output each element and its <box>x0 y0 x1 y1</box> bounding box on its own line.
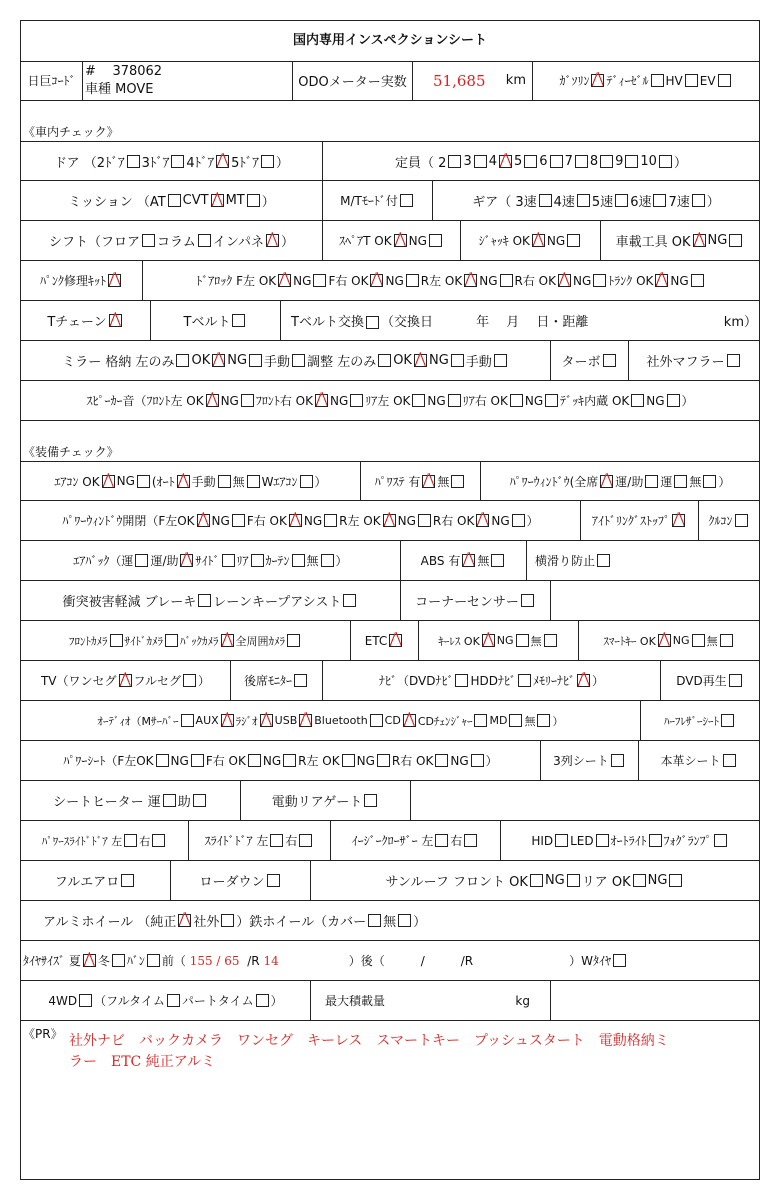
checked-checkbox[interactable] <box>532 234 545 247</box>
checked-checkbox[interactable] <box>178 914 191 927</box>
smartkey-field: ｽﾏｰﾄｷｰ OK NG 無 <box>579 621 759 660</box>
keyless-field: ｷｰﾚｽ OK NG 無 <box>419 621 579 660</box>
checkbox[interactable] <box>249 354 262 367</box>
pwseat-field: ﾊﾟﾜｰｼｰﾄ（F左OK NG F右 OK NG R左 OK NG R右 OK NG ） <box>21 741 541 780</box>
mirror-field: ミラー 格納 左のみ OK NG 手動 調整 左のみ OK NG 手動 <box>21 341 551 380</box>
rear-monitor-field: 後席ﾓﾆﾀｰ <box>231 661 323 700</box>
pwsteer-field: ﾊﾟﾜｽﾃ 有 無 <box>361 462 481 500</box>
checkbox[interactable] <box>721 714 734 727</box>
pwwindow-op-row <box>21 501 759 541</box>
checkbox[interactable] <box>183 674 196 687</box>
checkbox[interactable] <box>191 754 204 767</box>
aircon-field: ｴｱｺﾝ OK NG (ｵｰﾄ 手動 無 Wｴｱｺﾝ ） <box>21 462 361 500</box>
checkbox[interactable] <box>299 834 312 847</box>
checkbox[interactable] <box>156 754 169 767</box>
speaker-row <box>21 381 759 421</box>
lights-field: HID LED ｵｰﾄﾗｲﾄ ﾌｫｸﾞﾗﾝﾌﾟ <box>501 821 759 860</box>
checked-checkbox[interactable] <box>197 514 210 527</box>
checkbox[interactable] <box>181 714 194 727</box>
checkbox[interactable] <box>198 594 211 607</box>
third-row-field: 3列シート <box>541 741 639 780</box>
checkbox[interactable] <box>142 234 155 247</box>
checkbox[interactable] <box>378 354 391 367</box>
checkbox[interactable] <box>435 754 448 767</box>
checkbox[interactable] <box>218 475 231 488</box>
half-leather-field: ﾊｰﾌﾚｻﾞｰｼｰﾄ <box>641 701 759 740</box>
odo-value: 51,685 <box>433 71 486 90</box>
checked-checkbox[interactable] <box>422 475 435 488</box>
checked-checkbox[interactable] <box>221 634 234 647</box>
checkbox[interactable] <box>368 914 381 927</box>
checkbox[interactable] <box>530 874 543 887</box>
checked-checkbox[interactable] <box>211 194 224 207</box>
checkbox[interactable] <box>735 514 748 527</box>
code-label: 日巨ｺｰﾄﾞ <box>21 61 83 100</box>
checked-checkbox[interactable] <box>212 354 225 367</box>
checkbox[interactable] <box>406 274 419 287</box>
checked-checkbox[interactable] <box>577 674 590 687</box>
tire-width: 155 <box>189 953 213 968</box>
inspection-sheet <box>20 20 760 1180</box>
checked-checkbox[interactable] <box>389 634 402 647</box>
checked-checkbox[interactable] <box>370 274 383 287</box>
checkbox[interactable] <box>455 674 468 687</box>
tchain-field: Tチェーン <box>21 301 151 340</box>
checkbox[interactable] <box>222 554 235 567</box>
checkbox[interactable] <box>283 754 296 767</box>
checkbox[interactable] <box>412 394 425 407</box>
tire-rim: 14 <box>263 953 279 968</box>
checked-checkbox[interactable] <box>315 394 328 407</box>
checked-checkbox[interactable] <box>403 714 416 727</box>
section-interior: 《車内チェック》 <box>23 125 119 139</box>
etc-field: ETC <box>351 621 419 660</box>
abs-field: ABS 有 無 <box>401 541 527 580</box>
aircon-row <box>21 461 759 501</box>
checkbox[interactable] <box>241 394 254 407</box>
tire-aspect: 65 <box>224 953 240 968</box>
checkbox[interactable] <box>703 475 716 488</box>
fourwd-field: 4WD （フルタイム パートタイム ） <box>21 981 311 1020</box>
aero-row <box>21 861 759 901</box>
checked-checkbox[interactable] <box>83 954 96 967</box>
checked-checkbox[interactable] <box>278 274 291 287</box>
checkbox[interactable] <box>645 475 658 488</box>
checkbox[interactable] <box>451 354 464 367</box>
spare-field: ｽﾍﾟｱT OK NG <box>323 221 461 260</box>
rear-gate-field: 電動リアゲート <box>241 781 411 820</box>
dvd-field: DVD再生 <box>661 661 759 700</box>
checkbox[interactable] <box>518 674 531 687</box>
tbelt-row <box>21 301 759 341</box>
sheet-title: 国内専用インスペクションシート <box>21 21 759 62</box>
checkbox[interactable] <box>247 475 260 488</box>
checkbox[interactable] <box>127 155 140 168</box>
checkbox[interactable] <box>723 754 736 767</box>
checkbox[interactable] <box>509 714 522 727</box>
checkbox[interactable] <box>692 634 705 647</box>
checkbox[interactable] <box>261 155 274 168</box>
gear-field: ギア（ 3速 4速 5速 6速 7速 ） <box>472 195 720 210</box>
checkbox[interactable] <box>596 834 609 847</box>
checkbox[interactable] <box>615 194 628 207</box>
collision-field: 衝突被害軽減 ブレーキ レーンキープアシスト <box>21 581 401 620</box>
shift-row <box>21 221 759 261</box>
checked-checkbox[interactable] <box>499 155 512 168</box>
checkbox[interactable] <box>366 316 379 329</box>
checkbox[interactable] <box>577 194 590 207</box>
speaker-field: ｽﾋﾟｰｶｰ音（ﾌﾛﾝﾄ左 OK NG ﾌﾛﾝﾄ右 OK NG ﾘｱ左 OK NG ﾘｱ右 OK NG ﾃﾞｯｷ内蔵 OK NG ） <box>86 393 694 408</box>
checkbox[interactable] <box>451 475 464 488</box>
checkbox[interactable] <box>494 354 507 367</box>
checkbox[interactable] <box>516 634 529 647</box>
model-label: 車種 <box>85 81 112 97</box>
checkbox[interactable] <box>491 554 504 567</box>
skid-field: 横滑り防止 <box>527 541 759 580</box>
slide-field: ｽﾗｲﾄﾞﾄﾞｱ 左 右 <box>189 821 331 860</box>
tv-row <box>21 661 759 701</box>
checked-checkbox[interactable] <box>394 234 407 247</box>
checkbox[interactable] <box>539 194 552 207</box>
mirror-row <box>21 341 759 381</box>
checkbox[interactable] <box>448 155 461 168</box>
jack-field: ｼﾞｬｯｷ OK NG <box>461 221 601 260</box>
tbelt-change-field: Tベルト交換 （交換日 年 月 日・距離 km） <box>291 315 757 330</box>
checked-checkbox[interactable] <box>299 714 312 727</box>
checkbox[interactable] <box>555 834 568 847</box>
turbo-field: ターボ <box>551 341 629 380</box>
checkbox[interactable] <box>168 194 181 207</box>
full-aero-field: フルエアロ <box>21 861 171 900</box>
checkbox[interactable] <box>464 834 477 847</box>
checkbox[interactable] <box>521 594 534 607</box>
idling-field: ｱｲﾄﾞﾘﾝｸﾞｽﾄｯﾌﾟ <box>581 501 699 540</box>
odo-label: ODOメーター実数 <box>293 61 413 100</box>
odo-unit: km <box>505 73 526 88</box>
checkbox[interactable] <box>633 874 646 887</box>
doorlock-row <box>21 261 759 301</box>
checkbox[interactable] <box>692 194 705 207</box>
checkbox[interactable] <box>364 794 377 807</box>
checkbox[interactable] <box>193 794 206 807</box>
checkbox[interactable] <box>398 914 411 927</box>
checked-checkbox[interactable] <box>693 234 706 247</box>
checked-checkbox[interactable] <box>464 274 477 287</box>
checkbox[interactable] <box>524 155 537 168</box>
sunroof-field: サンルーフ フロント OK NG リア OK NG <box>311 861 759 900</box>
leather-field: 本革シート <box>639 741 759 780</box>
door-field: ドア （2ﾄﾞｱ 3ﾄﾞｱ 4ﾄﾞｱ 5ﾄﾞｱ ） <box>21 142 323 180</box>
checkbox[interactable] <box>324 514 337 527</box>
slide-row <box>21 821 759 861</box>
checkbox[interactable] <box>510 394 523 407</box>
checkbox[interactable] <box>292 554 305 567</box>
checkbox[interactable] <box>232 514 245 527</box>
checkbox[interactable] <box>593 274 606 287</box>
easy-closer-field: ｲｰｼﾞｰｸﾛｰｻﾞｰ 左 右 <box>331 821 501 860</box>
seat-heater-field: シートヒーター 運 助 <box>21 781 241 820</box>
audio-row <box>21 701 759 741</box>
checkbox[interactable] <box>292 354 305 367</box>
checkbox[interactable] <box>720 634 733 647</box>
fourwd-row <box>21 981 759 1021</box>
checkbox[interactable] <box>171 155 184 168</box>
checked-checkbox[interactable] <box>260 714 273 727</box>
audio-field: ｵｰﾃﾞｨｵ（Mｻｰﾊﾞｰ AUX ﾗｼﾞｵ USB Bluetooth CD CDﾁｪﾝｼﾞｬｰ MD 無 ） <box>21 701 641 740</box>
checkbox[interactable] <box>649 834 662 847</box>
checkbox[interactable] <box>512 514 525 527</box>
checkbox[interactable] <box>287 634 300 647</box>
lowdown-field: ローダウン <box>171 861 311 900</box>
wtire-checkbox[interactable] <box>613 954 626 967</box>
checkbox[interactable] <box>625 155 638 168</box>
checked-checkbox[interactable] <box>109 314 122 327</box>
checkbox[interactable] <box>400 194 413 207</box>
checkbox[interactable] <box>603 354 616 367</box>
checked-checkbox[interactable] <box>119 674 132 687</box>
checkbox[interactable] <box>267 874 280 887</box>
checkbox[interactable] <box>300 475 313 488</box>
tv-field: TV（ワンセグ フルセグ ） <box>21 661 231 700</box>
pwslide-field: ﾊﾟﾜｰｽﾗｲﾄﾞﾄﾞｱ 左 右 <box>21 821 189 860</box>
checkbox[interactable] <box>544 634 557 647</box>
checkbox[interactable] <box>124 834 137 847</box>
checkbox[interactable] <box>350 394 363 407</box>
mission-row <box>21 181 759 221</box>
checked-checkbox[interactable] <box>672 514 685 527</box>
collision-row <box>21 581 759 621</box>
muffler-field: 社外マフラー <box>629 341 759 380</box>
checkbox[interactable] <box>165 634 178 647</box>
stock-number: 378062 <box>112 63 163 79</box>
hv-checkbox[interactable] <box>685 74 698 87</box>
tbelt-field: Tベルト <box>151 301 281 340</box>
max-load-field: 最大積載量 kg <box>311 981 551 1020</box>
checked-checkbox[interactable] <box>558 274 571 287</box>
checked-checkbox[interactable] <box>216 155 229 168</box>
checkbox[interactable] <box>342 754 355 767</box>
door-row <box>21 141 759 181</box>
tire-field: ﾀｲﾔｻｲｽﾞ 夏 冬 ﾊﾞﾝ 前（ 155 / 65 /R 14 ）後（ / /R ）Wﾀｲﾔ <box>21 941 759 980</box>
checked-checkbox[interactable] <box>206 394 219 407</box>
checked-checkbox[interactable] <box>266 234 279 247</box>
checkbox[interactable] <box>550 155 563 168</box>
checkbox[interactable] <box>256 994 269 1007</box>
checkbox[interactable] <box>691 274 704 287</box>
gasoline-checkbox[interactable] <box>591 74 604 87</box>
mt-mode-field: M/Tﾓｰﾄﾞ付 <box>323 181 433 220</box>
checked-checkbox[interactable] <box>102 475 115 488</box>
checkbox[interactable] <box>474 714 487 727</box>
checkbox[interactable] <box>567 874 580 887</box>
checkbox[interactable] <box>727 354 740 367</box>
checkbox[interactable] <box>377 754 390 767</box>
checkbox[interactable] <box>729 674 742 687</box>
checkbox[interactable] <box>251 554 264 567</box>
navi-field: ﾅﾋﾞ（DVDﾅﾋﾞ HDDﾅﾋﾞ ﾒﾓﾘｰﾅﾋﾞ ） <box>323 661 661 700</box>
checked-checkbox[interactable] <box>482 634 495 647</box>
checkbox[interactable] <box>147 954 160 967</box>
checkbox[interactable] <box>313 274 326 287</box>
checkbox[interactable] <box>121 874 134 887</box>
checkbox[interactable] <box>418 514 431 527</box>
checked-checkbox[interactable] <box>600 475 613 488</box>
checkbox[interactable] <box>135 554 148 567</box>
checkbox[interactable] <box>435 834 448 847</box>
checkbox[interactable] <box>232 314 245 327</box>
checkbox[interactable] <box>370 714 383 727</box>
number-prefix: # <box>85 63 96 79</box>
diesel-checkbox[interactable] <box>651 74 664 87</box>
checked-checkbox[interactable] <box>221 714 234 727</box>
pwwindow-field: ﾊﾟﾜｰｳｨﾝﾄﾞｳ(全席 運/助 運 無 ） <box>509 474 731 489</box>
checkbox[interactable] <box>110 634 123 647</box>
fuel-type: ｶﾞｿﾘﾝ ﾃﾞｨｰｾﾞﾙ HV EV <box>533 61 759 100</box>
checked-checkbox[interactable] <box>462 554 475 567</box>
airbag-row <box>21 541 759 581</box>
checkbox[interactable] <box>674 475 687 488</box>
checkbox[interactable] <box>247 194 260 207</box>
checkbox[interactable] <box>471 754 484 767</box>
camera-row <box>21 621 759 661</box>
checkbox[interactable] <box>294 674 307 687</box>
seat-heater-row <box>21 781 759 821</box>
checkbox[interactable] <box>429 234 442 247</box>
checked-checkbox[interactable] <box>289 514 302 527</box>
checkbox[interactable] <box>631 394 644 407</box>
checked-checkbox[interactable] <box>108 274 121 287</box>
cruise-field: ｸﾙｺﾝ <box>699 501 759 540</box>
doorlock-field: ﾄﾞｱﾛｯｸ F左 OK NG F右 OK NG R左 OK NG R右 OK NG ﾄﾗﾝｸ OK NG <box>143 261 759 300</box>
checked-checkbox[interactable] <box>177 475 190 488</box>
checked-checkbox[interactable] <box>658 634 671 647</box>
checked-checkbox[interactable] <box>476 514 489 527</box>
model-name: MOVE <box>115 81 154 97</box>
shift-field: シフト（フロア コラム インパネ ） <box>21 221 323 260</box>
checkbox[interactable] <box>729 234 742 247</box>
pr-text: 社外ナビ バックカメラ ワンセグ キーレス スマートキー プッシュスタート 電動格納ミラー ETC 純正アルミ <box>69 1033 669 1070</box>
checkbox[interactable] <box>167 994 180 1007</box>
tire-row <box>21 941 759 981</box>
section-pr: 《PR》 <box>23 1027 63 1041</box>
checkbox[interactable] <box>545 394 558 407</box>
checkbox[interactable] <box>221 914 234 927</box>
checkbox[interactable] <box>343 594 356 607</box>
airbag-field: ｴｱﾊﾞｯｸ（運 運/助 ｻｲﾄﾞ ﾘｱ ｶｰﾃﾝ 無 ） <box>21 541 401 580</box>
checkbox[interactable] <box>248 754 261 767</box>
checkbox[interactable] <box>669 874 682 887</box>
capacity-field: 定員（ 2 3 4 5 6 7 8 9 10 ） <box>395 153 687 171</box>
checkbox[interactable] <box>600 155 613 168</box>
ev-checkbox[interactable] <box>718 74 731 87</box>
checkbox[interactable] <box>567 234 580 247</box>
checkbox[interactable] <box>137 475 150 488</box>
checked-checkbox[interactable] <box>180 554 193 567</box>
pwwindow-op-field: ﾊﾟﾜｰｳｨﾝﾄﾞｳ開閉（F左OK NG F右 OK NG R左 OK NG R右 OK NG ） <box>21 501 581 540</box>
pwseat-row <box>21 741 759 781</box>
tools-field: 車載工具 OK NG <box>601 221 759 260</box>
checkbox[interactable] <box>537 714 550 727</box>
checkbox[interactable] <box>176 354 189 367</box>
checkbox[interactable] <box>611 754 624 767</box>
camera-field: ﾌﾛﾝﾄｶﾒﾗ ｻｲﾄﾞｶﾒﾗ ﾊﾞｯｸｶﾒﾗ 全周囲ｶﾒﾗ <box>21 621 351 660</box>
checkbox[interactable] <box>714 834 727 847</box>
mission-field: ミッション （AT CVT MT ） <box>21 181 323 220</box>
checkbox[interactable] <box>667 394 680 407</box>
wheel-row <box>21 901 759 941</box>
checkbox[interactable] <box>198 234 211 247</box>
checked-checkbox[interactable] <box>383 514 396 527</box>
checkbox[interactable] <box>500 274 513 287</box>
checkbox[interactable] <box>597 554 610 567</box>
checkbox[interactable] <box>79 994 92 1007</box>
checkbox[interactable] <box>270 834 283 847</box>
checkbox[interactable] <box>474 155 487 168</box>
checkbox[interactable] <box>152 834 165 847</box>
checked-checkbox[interactable] <box>414 354 427 367</box>
checkbox[interactable] <box>112 954 125 967</box>
puncture-field: ﾊﾟﾝｸ修理ｷｯﾄ <box>21 261 143 300</box>
corner-field: コーナーセンサー <box>401 581 551 620</box>
wheel-field: アルミホイール （純正 社外 ）鉄ホイール（カバー 無 ） <box>43 915 427 930</box>
section-equipment: 《装備チェック》 <box>23 445 119 459</box>
checkbox[interactable] <box>163 794 176 807</box>
checked-checkbox[interactable] <box>655 274 668 287</box>
header-row <box>21 61 759 101</box>
checkbox[interactable] <box>653 194 666 207</box>
checkbox[interactable] <box>659 155 672 168</box>
checkbox[interactable] <box>321 554 334 567</box>
checkbox[interactable] <box>448 394 461 407</box>
checkbox[interactable] <box>575 155 588 168</box>
